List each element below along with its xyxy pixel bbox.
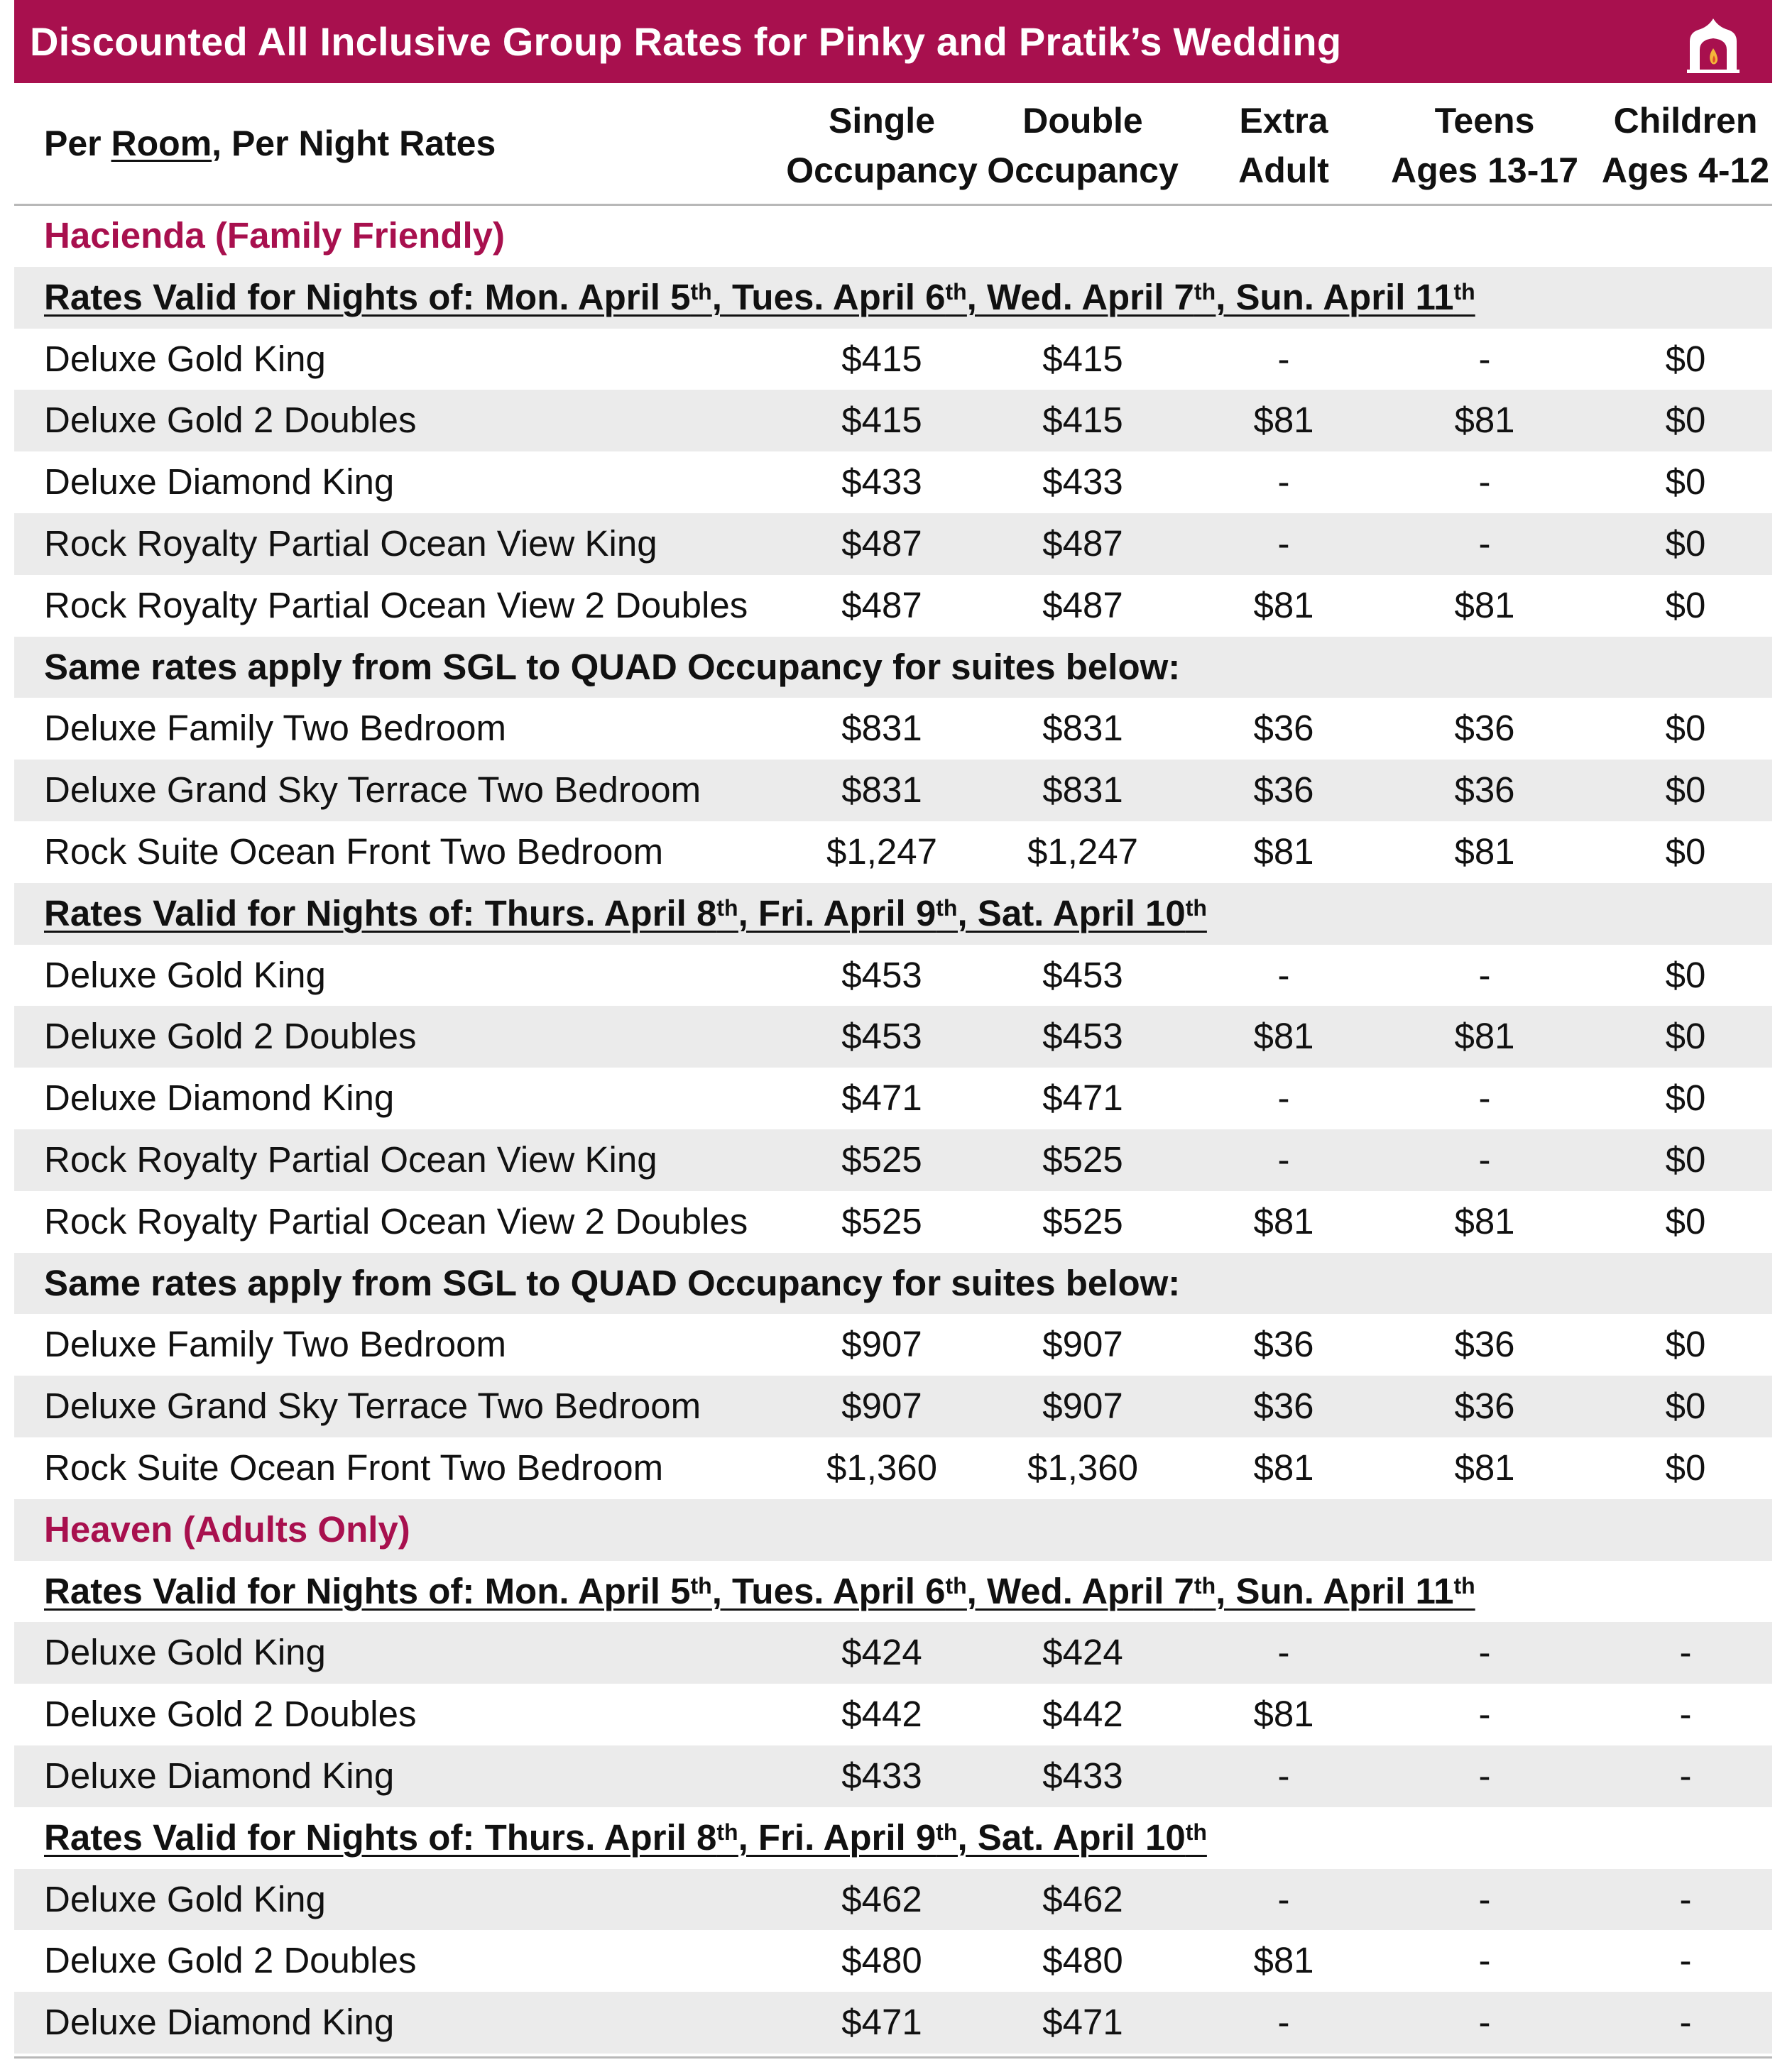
teens-cell: $81	[1454, 400, 1515, 441]
double-occupancy-cell: $1,247	[1027, 831, 1138, 872]
children-cell: $0	[1665, 1139, 1706, 1180]
extra-adult-cell: -	[1277, 338, 1290, 379]
room-type: Deluxe Gold King	[44, 1632, 326, 1673]
extra-adult-cell: $81	[1253, 400, 1314, 441]
teens-cell: -	[1478, 1755, 1491, 1796]
extra-adult-cell: $36	[1253, 1386, 1314, 1427]
room-type: Deluxe Gold 2 Doubles	[44, 1016, 417, 1057]
double-occupancy-cell: $471	[1042, 1078, 1123, 1119]
teens-cell: $36	[1454, 708, 1515, 749]
double-occupancy-cell: $907	[1042, 1386, 1123, 1427]
table-row	[14, 1930, 1772, 1992]
single-occupancy-cell: $415	[841, 400, 922, 441]
double-occupancy-cell: $462	[1042, 1878, 1123, 1919]
children-cell: -	[1679, 1878, 1692, 1919]
room-type: Deluxe Gold 2 Doubles	[44, 400, 417, 441]
valid-nights-text: Rates Valid for Nights of: Thurs. April 8th, Fri. April 9th, Sat. April 10th	[44, 892, 1207, 933]
extra-adult-cell: $81	[1253, 1447, 1314, 1488]
double-occupancy-cell: $453	[1042, 1016, 1123, 1057]
double-occupancy-cell: $415	[1042, 400, 1123, 441]
double-occupancy-cell: $487	[1042, 584, 1123, 625]
teens-cell: -	[1478, 1632, 1491, 1673]
children-cell: $0	[1665, 1324, 1706, 1365]
room-type: Deluxe Diamond King	[44, 1078, 395, 1119]
suite-note	[14, 1253, 1772, 1315]
children-cell: $0	[1665, 584, 1706, 625]
teens-cell: $81	[1454, 831, 1515, 872]
single-occupancy-cell: $907	[841, 1386, 922, 1427]
single-occupancy-cell: $415	[841, 338, 922, 379]
resort-heading	[14, 205, 1772, 267]
extra-adult-cell: -	[1277, 1878, 1290, 1919]
room-type: Rock Royalty Partial Ocean View 2 Doubles	[44, 1200, 748, 1241]
teens-cell: $36	[1454, 769, 1515, 811]
single-occupancy-cell: $831	[841, 769, 922, 811]
rates-document	[14, 0, 1772, 2072]
extra-adult-cell: $36	[1253, 1324, 1314, 1365]
header-teens: Teens Ages 13-17	[1390, 101, 1579, 190]
double-occupancy-cell: $442	[1042, 1694, 1123, 1735]
double-occupancy-cell: $433	[1042, 1755, 1123, 1796]
single-occupancy-cell: $462	[841, 1878, 922, 1919]
table-row	[14, 1869, 1772, 1931]
table-row	[14, 821, 1772, 883]
extra-adult-cell: -	[1277, 1632, 1290, 1673]
page-title: Discounted All Inclusive Group Rates for Pinky and Pratik’s Wedding	[30, 19, 1342, 64]
children-cell: $0	[1665, 461, 1706, 503]
table-row	[14, 1622, 1772, 1684]
extra-adult-cell: $36	[1253, 769, 1314, 811]
table-row	[14, 1376, 1772, 1437]
table-row	[14, 698, 1772, 760]
double-occupancy-cell: $415	[1042, 338, 1123, 379]
title-bar	[14, 0, 1772, 83]
double-occupancy-cell: $433	[1042, 461, 1123, 503]
rate-table-body	[14, 205, 1772, 2054]
extra-adult-cell: -	[1277, 522, 1290, 564]
table-row	[14, 1129, 1772, 1191]
extra-adult-cell: $36	[1253, 708, 1314, 749]
suite-note	[14, 637, 1772, 698]
double-occupancy-cell: $907	[1042, 1324, 1123, 1365]
double-occupancy-cell: $831	[1042, 708, 1123, 749]
room-type: Rock Suite Ocean Front Two Bedroom	[44, 831, 664, 872]
double-occupancy-cell: $831	[1042, 769, 1123, 811]
children-cell: $0	[1665, 400, 1706, 441]
teens-cell: -	[1478, 2002, 1491, 2043]
single-occupancy-cell: $471	[841, 2002, 922, 2043]
extra-adult-cell: $81	[1253, 1694, 1314, 1735]
double-occupancy-cell: $471	[1042, 2002, 1123, 2043]
table-row	[14, 329, 1772, 390]
table-row	[14, 945, 1772, 1007]
room-type: Deluxe Diamond King	[44, 1755, 395, 1796]
table-row	[14, 1992, 1772, 2054]
teens-cell: $36	[1454, 1324, 1515, 1365]
double-occupancy-cell: $453	[1042, 954, 1123, 995]
children-cell: $0	[1665, 954, 1706, 995]
room-type: Deluxe Family Two Bedroom	[44, 1324, 506, 1365]
teens-cell: -	[1478, 1078, 1491, 1119]
double-occupancy-cell: $480	[1042, 1940, 1123, 1981]
table-row	[14, 1437, 1772, 1499]
extra-adult-cell: $81	[1253, 584, 1314, 625]
extra-adult-cell: -	[1277, 2002, 1290, 2043]
room-type: Rock Suite Ocean Front Two Bedroom	[44, 1447, 664, 1488]
extra-adult-cell: -	[1277, 1755, 1290, 1796]
suite-note-text: Same rates apply from SGL to QUAD Occupancy for suites below:	[44, 1262, 1181, 1303]
room-type: Deluxe Gold 2 Doubles	[44, 1940, 417, 1981]
room-type: Deluxe Gold 2 Doubles	[44, 1694, 417, 1735]
single-occupancy-cell: $487	[841, 584, 922, 625]
single-occupancy-cell: $1,247	[826, 831, 937, 872]
header-double-occupancy: Double Occupancy	[987, 101, 1179, 190]
teens-cell: -	[1478, 522, 1491, 564]
room-type: Deluxe Gold King	[44, 338, 326, 379]
double-occupancy-cell: $525	[1042, 1200, 1123, 1241]
header-extra-adult: Extra Adult	[1238, 101, 1329, 190]
room-type: Rock Royalty Partial Ocean View 2 Doubles	[44, 584, 748, 625]
extra-adult-cell: -	[1277, 461, 1290, 503]
table-row	[14, 1745, 1772, 1807]
children-cell: $0	[1665, 1386, 1706, 1427]
room-type: Deluxe Family Two Bedroom	[44, 708, 506, 749]
room-type: Deluxe Gold King	[44, 1878, 326, 1919]
single-occupancy-cell: $442	[841, 1694, 922, 1735]
teens-cell: -	[1478, 1694, 1491, 1735]
room-type: Deluxe Grand Sky Terrace Two Bedroom	[44, 1386, 701, 1427]
teens-cell: -	[1478, 338, 1491, 379]
valid-nights-text: Rates Valid for Nights of: Thurs. April 8th, Fri. April 9th, Sat. April 10th	[44, 1816, 1207, 1858]
children-cell: $0	[1665, 338, 1706, 379]
resort-heading	[14, 1499, 1772, 1561]
single-occupancy-cell: $453	[841, 1016, 922, 1057]
valid-nights-text: Rates Valid for Nights of: Mon. April 5th, Tues. April 6th, Wed. April 7th, Sun. April 11th	[44, 276, 1475, 317]
children-cell: $0	[1665, 1016, 1706, 1057]
teens-cell: $81	[1454, 584, 1515, 625]
children-cell: $0	[1665, 522, 1706, 564]
children-cell: -	[1679, 1940, 1692, 1981]
children-cell: -	[1679, 2002, 1692, 2043]
extra-adult-cell: -	[1277, 1139, 1290, 1180]
room-type: Deluxe Diamond King	[44, 461, 395, 503]
table-row	[14, 1684, 1772, 1745]
room-type: Rock Royalty Partial Ocean View King	[44, 522, 657, 564]
children-cell: $0	[1665, 1447, 1706, 1488]
teens-cell: -	[1478, 1139, 1491, 1180]
children-cell: $0	[1665, 1078, 1706, 1119]
table-header	[14, 83, 1772, 206]
teens-cell: $81	[1454, 1200, 1515, 1241]
double-occupancy-cell: $525	[1042, 1139, 1123, 1180]
header-rate-basis: Per Room, Per Night Rates	[44, 124, 496, 163]
extra-adult-cell: $81	[1253, 1940, 1314, 1981]
suite-note-text: Same rates apply from SGL to QUAD Occupancy for suites below:	[44, 646, 1181, 687]
teens-cell: -	[1478, 1940, 1491, 1981]
table-row	[14, 390, 1772, 451]
single-occupancy-cell: $424	[841, 1632, 922, 1673]
single-occupancy-cell: $1,360	[826, 1447, 937, 1488]
single-occupancy-cell: $471	[841, 1078, 922, 1119]
palace-arch-flame-icon	[1683, 14, 1744, 75]
children-cell: -	[1679, 1694, 1692, 1735]
resort-name: Heaven (Adults Only)	[44, 1508, 410, 1550]
room-type: Deluxe Diamond King	[44, 2002, 395, 2043]
valid-nights-text: Rates Valid for Nights of: Mon. April 5th, Tues. April 6th, Wed. April 7th, Sun. April 11th	[44, 1570, 1475, 1611]
extra-adult-cell: -	[1277, 1078, 1290, 1119]
teens-cell: $81	[1454, 1016, 1515, 1057]
date-range-heading	[14, 883, 1772, 945]
extra-adult-cell: $81	[1253, 831, 1314, 872]
header-children: Children Ages 4-12	[1601, 101, 1770, 190]
resort-name: Hacienda (Family Friendly)	[44, 215, 506, 256]
double-occupancy-cell: $424	[1042, 1632, 1123, 1673]
single-occupancy-cell: $487	[841, 522, 922, 564]
single-occupancy-cell: $433	[841, 1755, 922, 1796]
children-cell: $0	[1665, 769, 1706, 811]
single-occupancy-cell: $907	[841, 1324, 922, 1365]
single-occupancy-cell: $453	[841, 954, 922, 995]
double-occupancy-cell: $487	[1042, 522, 1123, 564]
children-cell: $0	[1665, 708, 1706, 749]
children-cell: -	[1679, 1632, 1692, 1673]
table-row	[14, 1006, 1772, 1068]
single-occupancy-cell: $525	[841, 1139, 922, 1180]
table-row	[14, 575, 1772, 637]
children-cell: $0	[1665, 1200, 1706, 1241]
table-row	[14, 760, 1772, 821]
room-type: Rock Royalty Partial Ocean View King	[44, 1139, 657, 1180]
extra-adult-cell: $81	[1253, 1200, 1314, 1241]
table-row	[14, 1314, 1772, 1376]
date-range-heading	[14, 1807, 1772, 1869]
extra-adult-cell: $81	[1253, 1016, 1314, 1057]
bottom-divider	[14, 2056, 1772, 2059]
table-row	[14, 1068, 1772, 1129]
date-range-heading	[14, 267, 1772, 329]
table-row	[14, 513, 1772, 575]
single-occupancy-cell: $480	[841, 1940, 922, 1981]
double-occupancy-cell: $1,360	[1027, 1447, 1138, 1488]
header-single-occupancy: Single Occupancy	[786, 101, 978, 190]
children-cell: -	[1679, 1755, 1692, 1796]
children-cell: $0	[1665, 831, 1706, 872]
room-type: Deluxe Grand Sky Terrace Two Bedroom	[44, 769, 701, 811]
teens-cell: $81	[1454, 1447, 1515, 1488]
teens-cell: -	[1478, 1878, 1491, 1919]
room-type: Deluxe Gold King	[44, 954, 326, 995]
date-range-heading	[14, 1561, 1772, 1623]
extra-adult-cell: -	[1277, 954, 1290, 995]
table-row	[14, 451, 1772, 513]
table-row	[14, 1191, 1772, 1253]
teens-cell: -	[1478, 954, 1491, 995]
single-occupancy-cell: $831	[841, 708, 922, 749]
single-occupancy-cell: $525	[841, 1200, 922, 1241]
teens-cell: -	[1478, 461, 1491, 503]
teens-cell: $36	[1454, 1386, 1515, 1427]
single-occupancy-cell: $433	[841, 461, 922, 503]
